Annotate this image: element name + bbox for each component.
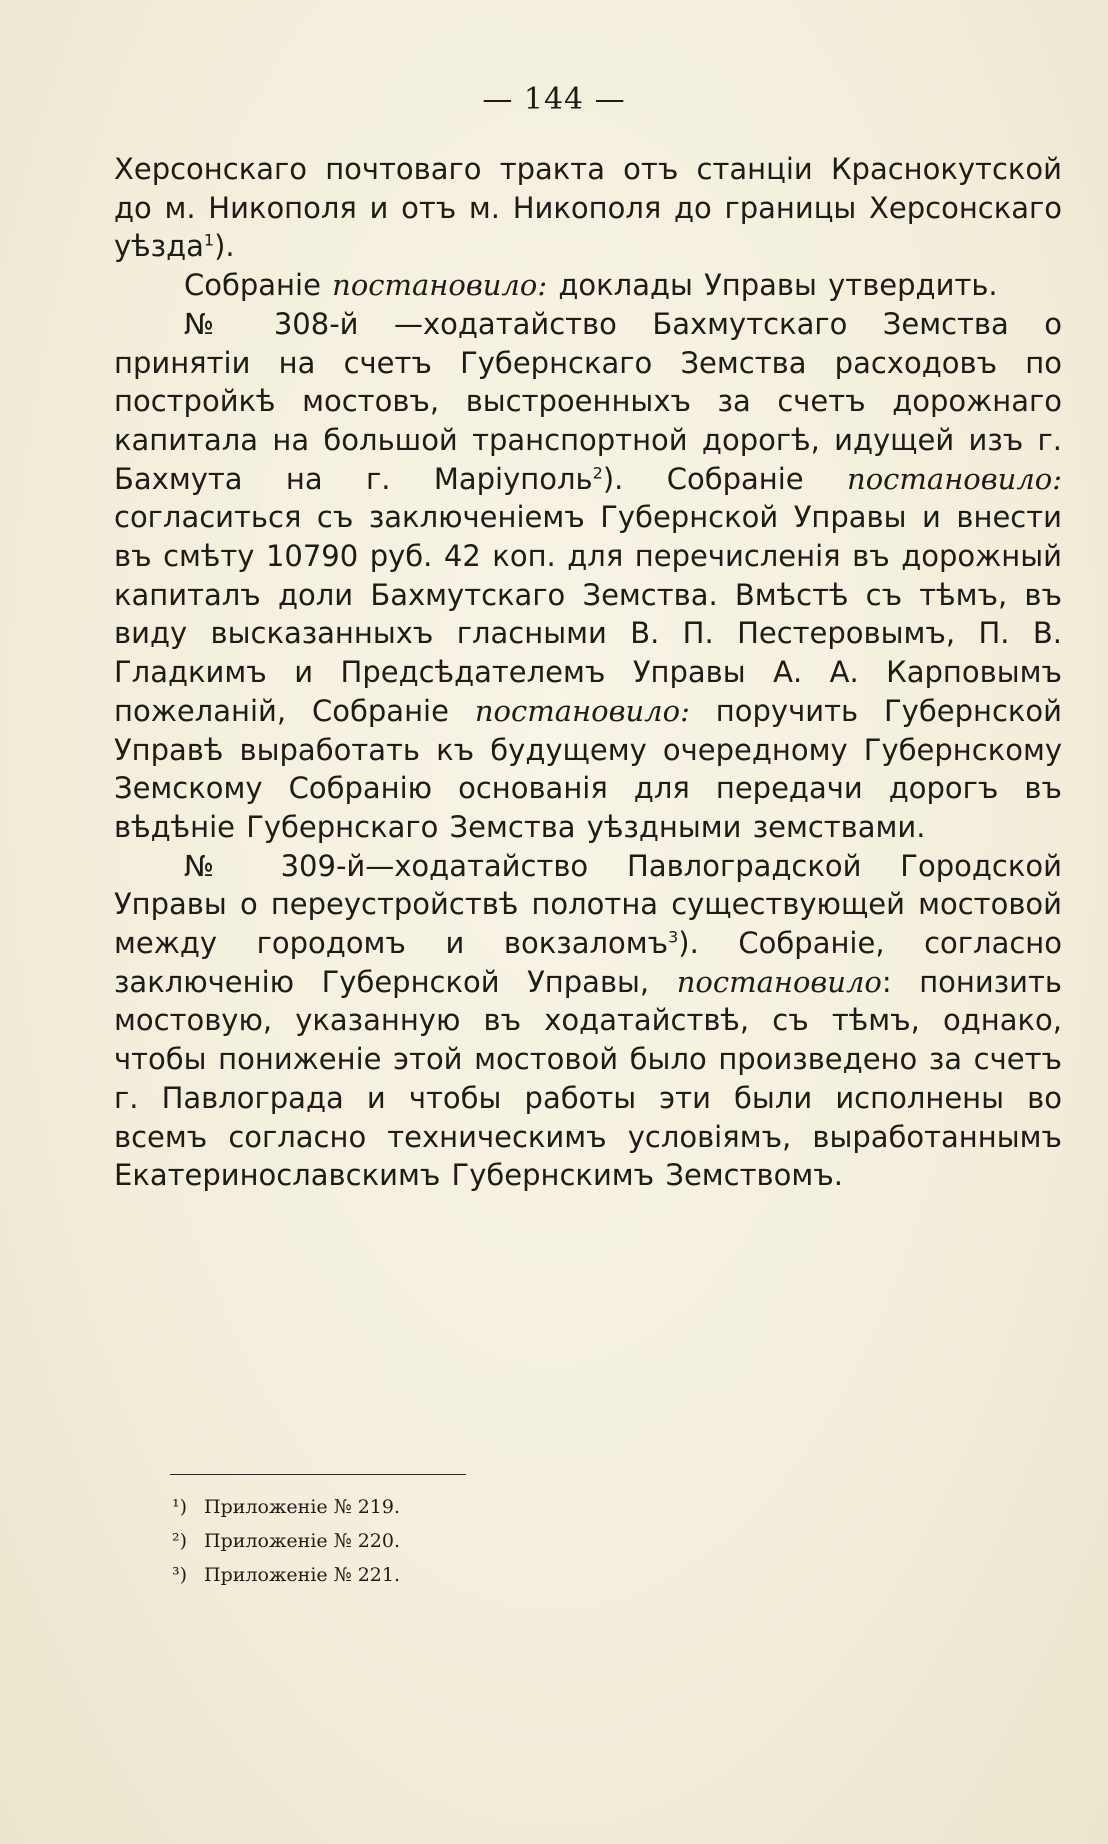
paragraph-3-text: № 308-й —ходатайство Бахмутскаго Земства о принятіи на счетъ Губернскаго Земства расходовъ по постройкѣ мостовъ, выстроенныхъ за счетъ дорожнаго капитала на большой транспортной дорогѣ, идущей изъ г. Бахмута на г. Маріуполь bbox=[114, 306, 1062, 496]
footnote-ref-2: 2 bbox=[592, 462, 603, 482]
page-number: — 144 — bbox=[482, 82, 626, 117]
paragraph-3-part-d: поручить Губернской Управѣ выработать къ будущему очередному Губернскому Земскому Собранію основанія для передачи дорогъ въ вѣдѣніе Губернскаго Земства уѣздными земствами. bbox=[114, 693, 1062, 844]
paragraph-2-tail: доклады Управы утвердить. bbox=[547, 268, 998, 303]
footnote-1 bbox=[172, 1490, 400, 1524]
footnote-ref-1: 1 bbox=[203, 230, 215, 250]
footnote-3-text: Приложеніе № 221. bbox=[204, 1564, 401, 1586]
paragraph-3-italic-2: постановило: bbox=[474, 693, 690, 728]
paragraph-3-part-b: ). Собраніе bbox=[602, 461, 848, 496]
body-text bbox=[114, 150, 1062, 1195]
footnote-3 bbox=[172, 1558, 400, 1592]
paragraph-4-part-c: : понизить мостовую, указанную въ ходатайствѣ, съ тѣмъ, однако, чтобы пониженіе этой мостовой было произведено за счетъ г. Павлограда и чтобы работы эти были исполнены во всемъ согласно техническимъ условіямъ, выработаннымъ Екатеринославскимъ Губернскимъ Земствомъ. bbox=[114, 964, 1062, 1193]
paragraph-4-part-b: ). Собраніе, согласно заключенію Губернской Управы, bbox=[114, 926, 1062, 999]
footnotes bbox=[172, 1490, 400, 1592]
footnote-3-mark: ³) bbox=[172, 1564, 188, 1586]
footnote-2-text: Приложеніе № 220. bbox=[204, 1530, 401, 1552]
paragraph-4 bbox=[114, 847, 1062, 1195]
paragraph-4-text: № 309-й—ходатайство Павлоградской Городской Управы о переустройствѣ полотна существующей мостовой между городомъ и вокзаломъ bbox=[114, 848, 1062, 961]
paragraph-1-tail: ). bbox=[214, 229, 235, 264]
paragraph-2-text: Собраніе bbox=[184, 268, 333, 303]
paragraph-3-italic-1: постановило: bbox=[847, 461, 1063, 496]
footnote-2 bbox=[172, 1524, 400, 1558]
paragraph-3-part-c: согласиться съ заключеніемъ Губернской Управы и внести въ смѣту 10790 руб. 42 коп. для перечисленія въ дорожный капиталъ доли Бахмутскаго Земства. Вмѣстѣ съ тѣмъ, въ виду высказанныхъ гласными В. П. Пестеровымъ, П. В. Гладкимъ и Предсѣдателемъ Управы А. А. Карповымъ пожеланій, Собраніе bbox=[114, 500, 1062, 728]
paragraph-1-text: Херсонскаго почтоваго тракта отъ станціи Краснокутской до м. Никополя и отъ м. Никополя до границы Херсонскаго уѣзда bbox=[114, 152, 1062, 264]
footnote-1-text: Приложеніе № 219. bbox=[204, 1496, 401, 1518]
footnote-divider bbox=[170, 1474, 466, 1475]
paragraph-4-italic: постановило bbox=[676, 964, 882, 999]
footnote-ref-3: 3 bbox=[668, 927, 679, 947]
paragraph-2-italic: постановило: bbox=[332, 268, 548, 303]
paragraph-3 bbox=[114, 305, 1062, 847]
footnote-1-mark: ¹) bbox=[172, 1496, 188, 1518]
paragraph-1 bbox=[114, 150, 1062, 266]
paragraph-2 bbox=[114, 266, 1062, 305]
footnote-2-mark: ²) bbox=[172, 1530, 188, 1552]
